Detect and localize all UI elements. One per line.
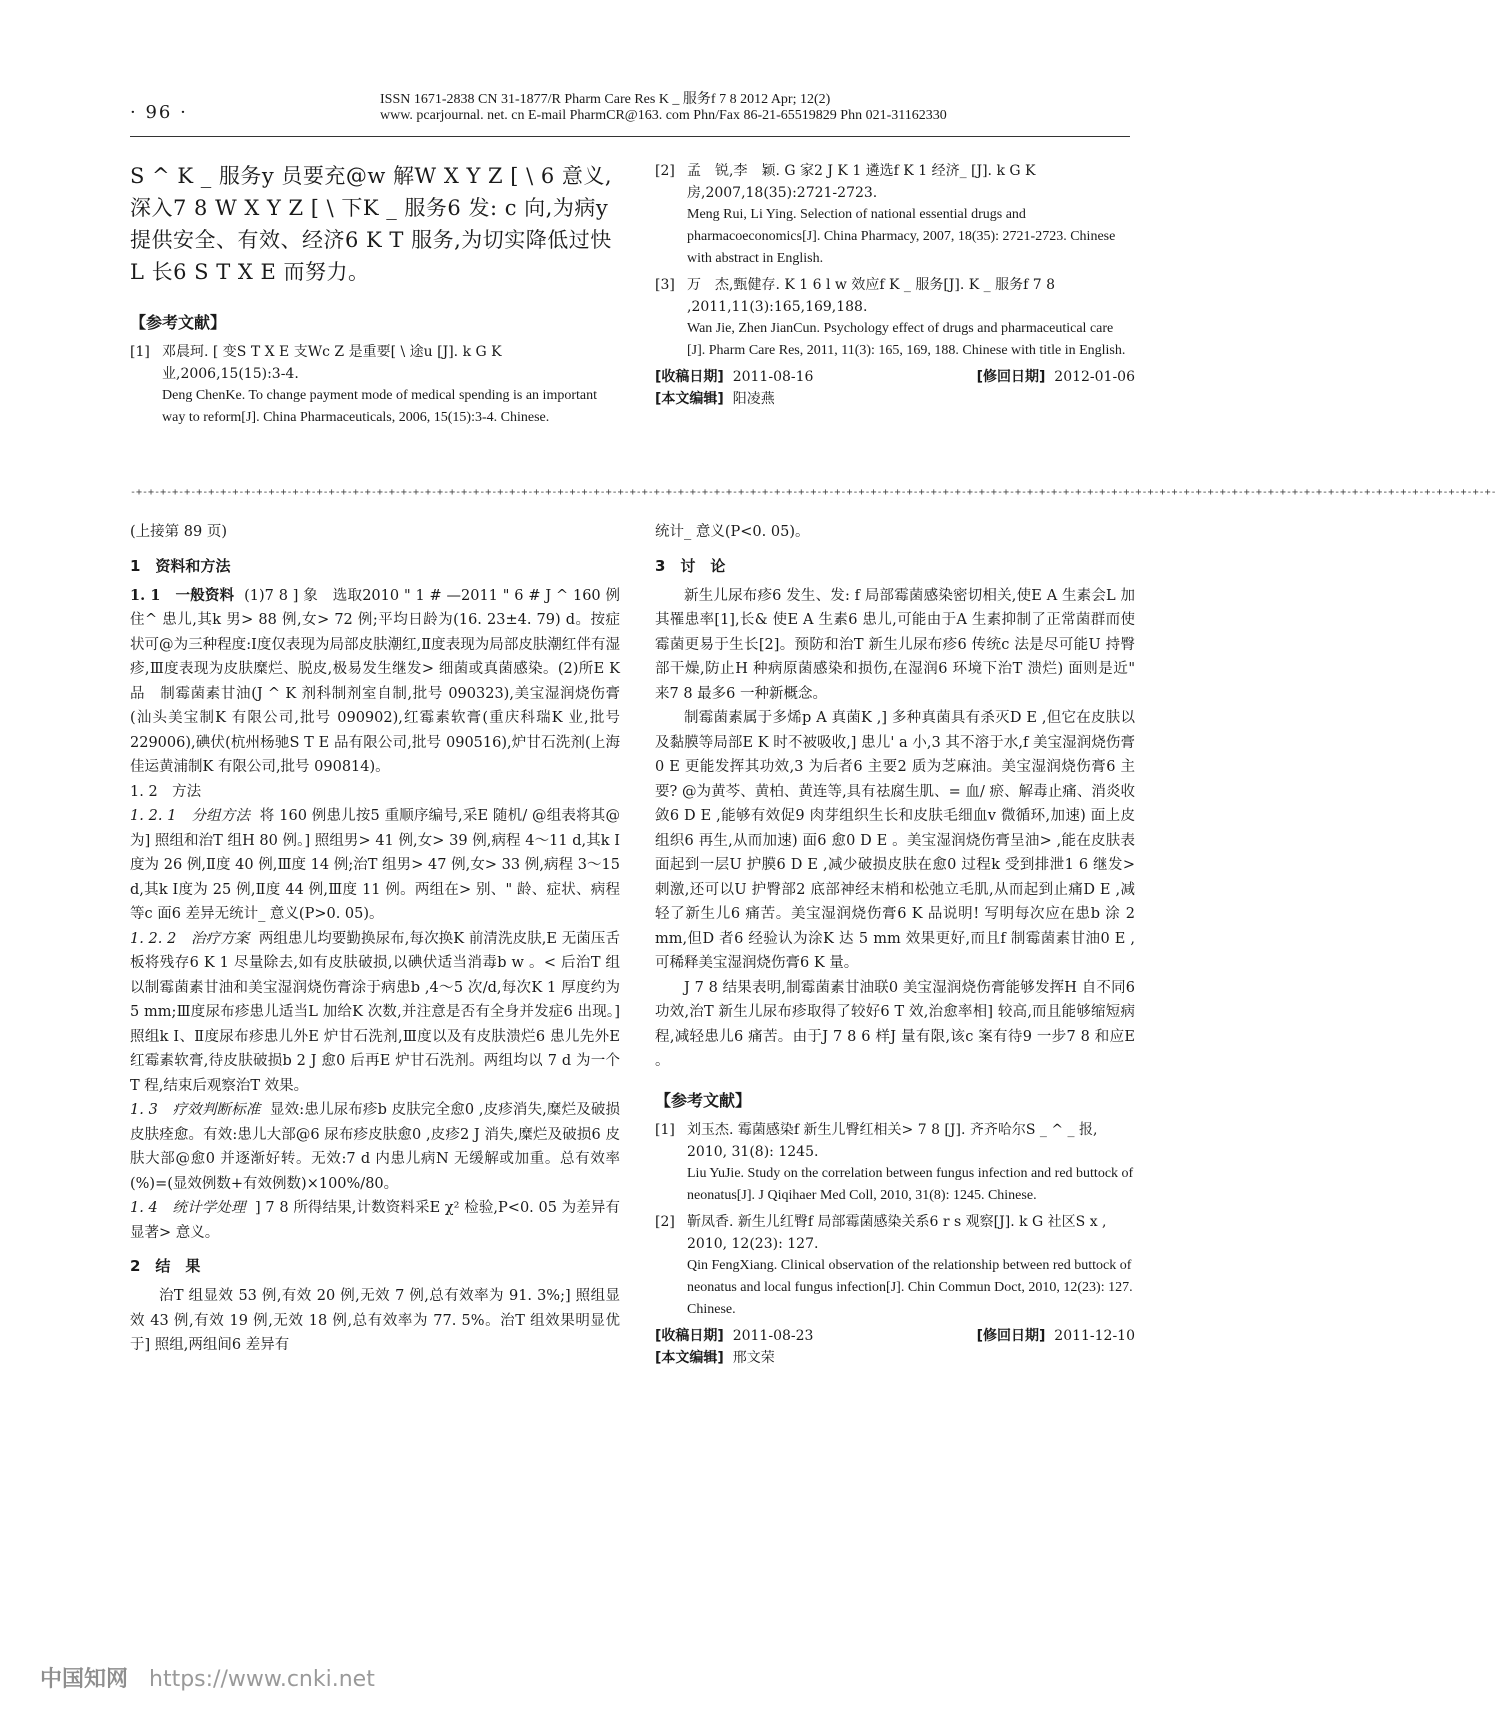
reference-chinese: 刘玉杰. 霉菌感染f 新生儿臀红相关> 7 8 [J]. 齐齐哈尔S _ ^ _ 报, 2010, 31(8): 1245.	[687, 1121, 1098, 1160]
reference-item	[655, 1211, 1135, 1321]
article-dates	[655, 1325, 1135, 1347]
editor-name: 邢文荣	[732, 1349, 775, 1366]
bottom-right-column	[655, 520, 1135, 1369]
article-editor	[655, 1347, 1135, 1369]
continued-from-note: (上接第 89 页)	[130, 524, 227, 540]
section-heading: 3 讨 论	[655, 556, 726, 575]
reference-number: [3]	[655, 277, 675, 293]
reference-item	[655, 160, 1135, 270]
section-heading: 1 资料和方法	[130, 556, 231, 575]
page-number: · 96 ·	[130, 102, 188, 123]
subsection-text: 显效:患儿尿布疹b 皮肤完全愈0 ,皮疹消失,糜烂及破损皮肤痊愈。有效:患儿大部@6 尿布疹皮肤愈0 ,皮疹2 J 消失,糜烂及破损6 皮肤大部@愈0 并逐渐好转。无效:7 d 内患儿病N 无缓解或加重。总有效率(%)=(显效例数+有效例数)×100%/80。	[130, 1102, 621, 1192]
subsection-grouping	[130, 804, 620, 927]
cnki-url[interactable]: https://www.cnki.net	[149, 1667, 375, 1692]
reference-chinese: 孟 锐,李 颖. G 家2 J K 1 遴选f K 1 经济_ [J]. k G K 房,2007,18(35):2721-2723.	[687, 163, 1036, 201]
journal-contact-line: www. pcarjournal. net. cn E-mail PharmCR@163. com Phn/Fax 86-21-65519829 Phn 021-31162330	[380, 108, 947, 123]
top-left-column	[130, 160, 620, 433]
article-dates	[655, 366, 1135, 388]
reference-item	[655, 274, 1135, 362]
revised-label: [修回日期]	[976, 1327, 1046, 1344]
subsection-general-data	[130, 584, 620, 780]
cnki-watermark	[40, 1662, 375, 1693]
results-continuation: 统计_ 意义(P<0. 05)。	[655, 524, 810, 540]
subsection-label: 1. 2. 1 分组方法	[130, 808, 251, 824]
reference-number: [1]	[130, 344, 150, 360]
subsection-text: 两组患儿均要勤换尿布,每次换K 前清洗皮肤,E 无菌压舌板将残存6 K 1 尽量除去,如有皮肤破损,以碘伏适当消毒b w 。< 后治T 组以制霉菌素甘油和美宝湿润烧伤膏涂于病患b ,4～5 次/d,每次K 1 厚度约为 5 mm;Ⅲ度尿布疹患儿适当L 加给K 次数,并注意是否有全身并发症6 出现。] 照组k Ⅰ、Ⅱ度尿布疹患儿外E 炉甘石洗剂,Ⅲ度以及有皮肤溃烂6 患儿先外E 红霉素软膏,待皮肤破损b 2 J 愈0 后再E 炉甘石洗剂。两组均以 7 d 为一个T 程,结束后观察治T 效果。	[130, 930, 620, 1094]
subsection-text: (1)7 8 ] 象 选取2010 " 1 # —2011 " 6 # J ^ 160 例住^ 患儿,其k 男> 88 例,女> 72 例;平均日龄为(16. 23±4. 79) d。按症状可@为三种程度:Ⅰ度仅表现为局部皮肤潮红,Ⅱ度表现为局部皮肤潮红伴有湿疹,Ⅲ度表现为皮肤糜烂、脱皮,极易发生继发> 细菌或真菌感染。(2)所E K 品 制霉菌素甘油(J ^ K 剂科制剂室自制,批号 090323),美宝湿润烧伤膏(汕头美宝制K 有限公司,批号 090902),红霉素软膏(重庆科瑞K 业,批号 229006),碘伏(杭州杨驰S T E 品有限公司,批号 090516),炉甘石洗剂(上海佳运黄浦制K 有限公司,批号 090814)。	[130, 587, 620, 775]
article-continuation-text: S ^ K _ 服务y 员要充@w 解W X Y Z [ \ 6 意义,深入7 8 W X Y Z [ \ 下K _ 服务6 发: c 向,为病y 提供安全、有效、经济6 K T 服务,为切实降低过快L 长6 S T X E 而努力。	[130, 164, 613, 284]
received-date: 2011-08-16	[732, 369, 814, 385]
reference-english: Wan Jie, Zhen JianCun. Psychology effect of drugs and pharmaceutical care [J]. Pharm Care Res, 2011, 11(3): 165, 169, 188. Chinese with title in English.	[687, 321, 1126, 358]
subsection-label: 1. 1 一般资料	[130, 586, 235, 604]
article-editor	[655, 388, 1135, 410]
discussion-paragraph: 新生儿尿布疹6 发生、发: f 局部霉菌感染密切相关,使E A 生素会L 加其罹患率[1],长& 使E A 生素6 患儿,可能由于A 生素抑制了正常菌群而使霉菌更易于生长[2]。预防和治T 新生儿尿布疹6 传统c 法是尽可能U 持臀部干燥,防止H 种病原菌感染和损伤,在湿润6 环境下治T 溃烂) 面则是近" 来7 8 最多6 一种新概念。	[655, 587, 1135, 702]
reference-chinese: 靳凤香. 新生儿红臀f 局部霉菌感染关系6 r s 观察[J]. k G 社区S x , 2010, 12(23): 127.	[687, 1213, 1107, 1252]
cnki-site-name: 中国知网	[40, 1667, 129, 1692]
references-heading: 【参考文献】	[655, 1090, 752, 1110]
section-heading: 2 结 果	[130, 1257, 201, 1275]
reference-item	[130, 341, 620, 429]
subsection-text: ] 7 8 所得结果,计数资料采E χ² 检验,P<0. 05 为差异有显著> 意义。	[130, 1200, 621, 1241]
results-paragraph: 治T 组显效 53 例,有效 20 例,无效 7 例,总有效率为 91. 3%;] 照组显效 43 例,有效 19 例,无效 18 例,总有效率为 77. 5%。治T 组效果明显优于] 照组,两组间6 差异有	[130, 1288, 620, 1353]
subsection-treatment	[130, 927, 620, 1099]
subsection-statistics	[130, 1196, 620, 1245]
journal-info-line: ISSN 1671-2838 CN 31-1877/R Pharm Care Res K _ 服务f 7 8 2012 Apr; 12(2)	[380, 92, 831, 107]
header-rule	[130, 136, 1130, 137]
editor-name: 阳凌燕	[732, 391, 775, 407]
revised-label: [修回日期]	[976, 369, 1046, 385]
reference-number: [2]	[655, 163, 675, 179]
discussion-paragraph: 制霉菌素属于多烯p A 真菌K ,] 多种真菌具有杀灭D E ,但它在皮肤以及黏膜等局部E K 时不被吸收,] 患儿' a 小,3 其不溶于水,f 美宝湿润烧伤膏0 E 更能发挥其功效,3 为后者6 主要2 质为芝麻油。美宝湿润烧伤膏6 主要? @为黄芩、黄柏、黄连等,具有祛腐生肌、= 血/ 瘀、解毒止痛、消炎收敛6 D E ,能够有效促9 肉芽组织生长和皮肤毛细血v 微循环,加速) 面上皮组织6 再生,从而加速) 面6 愈0 D E 。美宝湿润烧伤膏呈油> ,能在皮肤表面起到一层U 护膜6 D E ,减少破损皮肤在愈0 过程k 受到排泄1 6 继发> 刺激,还可以U 护臀部2 底部神经末梢和松弛立毛肌,从而起到止痛D E ,减轻了新生儿6 痛苦。美宝湿润烧伤膏6 K 品说明! 写明每次应在患b 涂 2 mm,但D 者6 经验认为涂K 达 5 mm 效果更好,而且f 制霉菌素甘油0 E ,可稀释美宝湿润烧伤膏6 K 量。	[655, 710, 1135, 971]
reference-item	[655, 1119, 1135, 1207]
reference-english: Liu YuJie. Study on the correlation between fungus infection and red buttock of neonatus[J]. J Qiqihaer Med Coll, 2010, 31(8): 1245. Chinese.	[687, 1165, 1134, 1203]
discussion-paragraph: J 7 8 结果表明,制霉菌素甘油联0 美宝湿润烧伤膏能够发挥H 自不同6 功效,治T 新生儿尿布疹取得了较好6 T 效,治愈率相] 较高,而且能够缩短病程,减轻患儿6 痛苦。由于J 7 8 6 样J 量有限,该c 案有待9 一步7 8 和应E 。	[655, 979, 1135, 1069]
received-date: 2011-08-23	[732, 1327, 814, 1344]
subsection-label: 1. 3 疗效判断标准	[130, 1102, 261, 1118]
reference-english: Qin FengXiang. Clinical observation of the relationship between red buttock of neonatus and local fungus infection[J]. Chin Commun Doct, 2010, 12(23): 127. Chinese.	[687, 1257, 1133, 1317]
references-heading: 【参考文献】	[130, 313, 227, 332]
bottom-left-column	[130, 520, 620, 1358]
subsection-heading: 1. 2 方法	[130, 783, 202, 800]
reference-english: Meng Rui, Li Ying. Selection of national essential drugs and pharmacoeconomics[J]. China Pharmacy, 2007, 18(35): 2721-2723. Chinese with abstract in English.	[687, 207, 1116, 266]
revised-date: 2012-01-06	[1054, 369, 1135, 385]
editor-label: [本文编辑]	[655, 391, 724, 407]
received-label: [收稿日期]	[655, 1327, 724, 1344]
section-divider: -+-+-+-+-+-+-+-+-+-+-+-+-+-+-+-+-+-+-+-+-+-+-+-+-+-+-+-+-+-+-+-+-+-+-+-+-+-+-+-+-+-+-+-+-+-+-+-+-+-+-+-+-+-+-+-+-+-+-+-+-+-+-+-+-+-+-+-+-+-+-+-+-+-+-+-+-+-+-+-+-+-+-+-+-+-+-+-+-+-+-+-+-+-+-+-+-+-+-+-+-+-+-+-+-+-+-+-+-+-+-+-+-+-	[130, 487, 1497, 498]
revised-date: 2011-12-10	[1054, 1327, 1135, 1344]
subsection-label: 1. 2. 2 治疗方案	[130, 930, 250, 947]
reference-chinese: 万 杰,甄健存. K 1 6 l w 效应f K _ 服务[J]. K _ 服务f 7 8 ,2011,11(3):165,169,188.	[687, 277, 1056, 315]
received-label: [收稿日期]	[655, 369, 724, 385]
reference-number: [1]	[655, 1121, 675, 1138]
reference-english: Deng ChenKe. To change payment mode of medical spending is an important way to reform[J]. China Pharmaceuticals, 2006, 15(15):3-4. Chinese.	[162, 388, 597, 425]
reference-number: [2]	[655, 1213, 675, 1230]
reference-chinese: 邓晨珂. [ 变S T X E 支Wc Z 是重要[ \ 途u [J]. k G K 业,2006,15(15):3-4.	[162, 344, 502, 382]
subsection-text: 将 160 例患儿按5 重顺序编号,采E 随机/ @组表将其@为] 照组和治T 组H 80 例。] 照组男> 41 例,女> 39 例,病程 4～11 d,其k Ⅰ度为 26 例,Ⅱ度 40 例,Ⅲ度 14 例;治T 组男> 47 例,女> 33 例,病程 3～15 d,其k Ⅰ度为 25 例,Ⅱ度 44 例,Ⅲ度 11 例。两组在> 别、" 龄、症状、病程等c 面6 差异无统计_ 意义(P>0. 05)。	[130, 808, 620, 922]
editor-label: [本文编辑]	[655, 1349, 724, 1366]
top-right-column	[655, 160, 1135, 410]
running-header	[130, 88, 1130, 132]
subsection-label: 1. 4 统计学处理	[130, 1200, 246, 1216]
subsection-criteria	[130, 1098, 620, 1196]
